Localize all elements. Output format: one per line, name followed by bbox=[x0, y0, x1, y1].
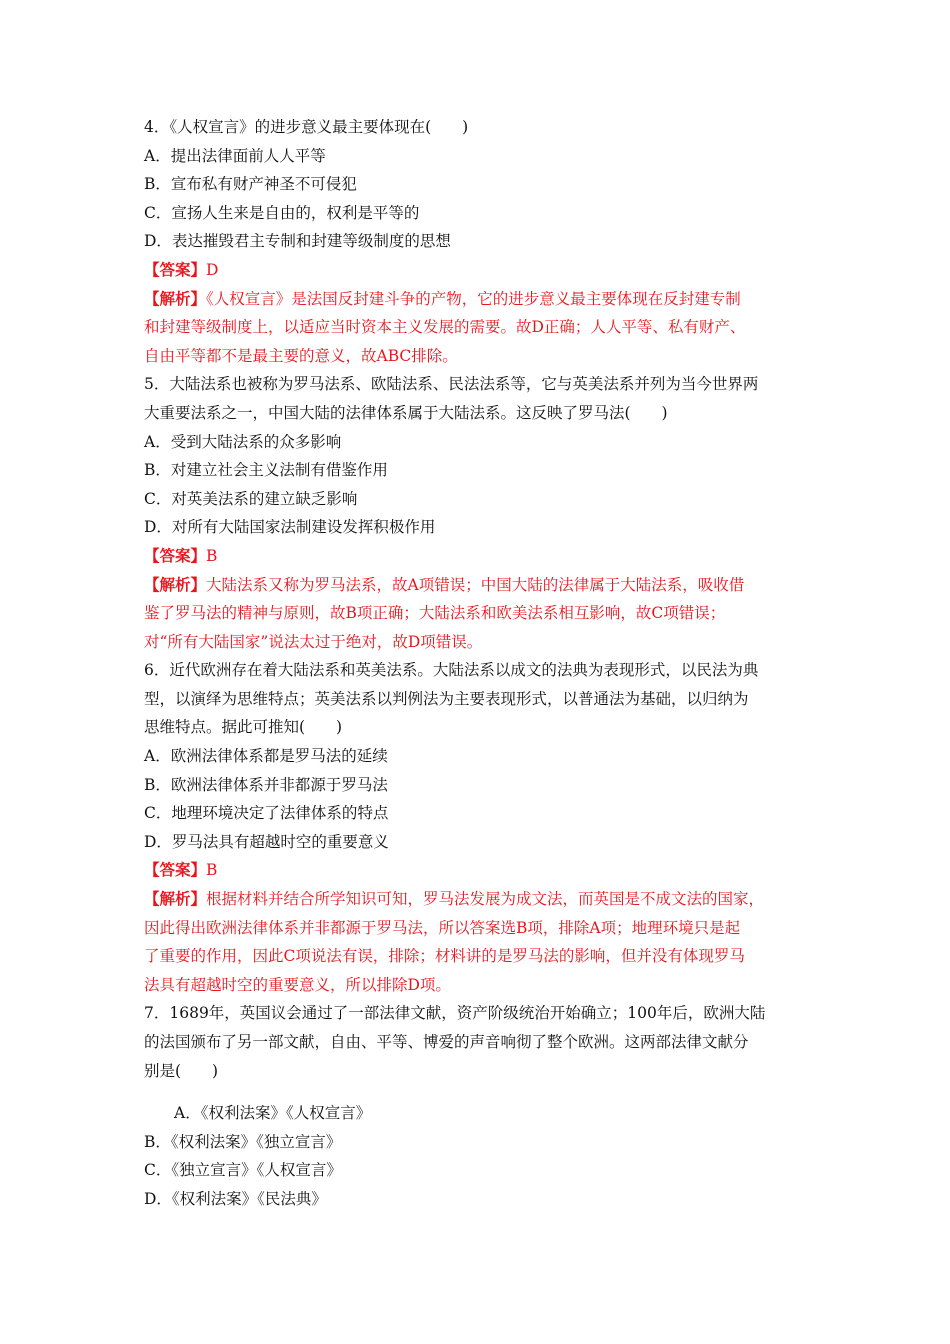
question-4 bbox=[144, 113, 816, 370]
analysis-text: 根据材料并结合所学知识可知，罗马法发展为成文法，而英国是不成文法的国家， bbox=[206, 890, 765, 909]
question-6-option-b: B．欧洲法律体系并非都源于罗马法 bbox=[144, 775, 388, 794]
question-7 bbox=[144, 999, 816, 1213]
answer-label: 【答案】 bbox=[144, 545, 207, 565]
document-content bbox=[144, 113, 816, 1214]
answer-value: B bbox=[206, 546, 218, 565]
analysis-text: 《人权宣言》是法国反封建斗争的产物，它的进步意义最主要体现在反封建专制 bbox=[206, 289, 741, 308]
question-4-option-c: C．宣扬人生来是自由的，权利是平等的 bbox=[144, 203, 420, 222]
question-4-analysis-line-1 bbox=[144, 285, 816, 314]
question-5-stem-line-1: 5．大陆法系也被称为罗马法系、欧陆法系、民法法系等，它与英美法系并列为当今世界两 bbox=[144, 375, 759, 394]
question-6-analysis-line-1 bbox=[144, 885, 816, 914]
analysis-label: 【解析】 bbox=[144, 889, 207, 909]
analysis-text: 大陆法系又称为罗马法系，故A项错误；中国大陆的法律属于大陆法系，吸收借 bbox=[206, 575, 745, 594]
question-7-option-d: D．《权利法案》《民法典》 bbox=[144, 1189, 327, 1208]
question-7-option-b: B．《权利法案》《独立宣言》 bbox=[144, 1132, 342, 1151]
question-6-stem-line-3: 思维特点。据此可推知( ) bbox=[144, 718, 343, 737]
question-4-answer bbox=[144, 256, 816, 285]
analysis-label: 【解析】 bbox=[144, 574, 207, 594]
question-5-answer bbox=[144, 542, 816, 571]
question-7-stem-line-2: 的法国颁布了另一部文献，自由、平等、博爱的声音响彻了整个欧洲。这两部法律文献分 bbox=[144, 1033, 749, 1051]
question-6 bbox=[144, 656, 816, 999]
question-5 bbox=[144, 370, 816, 656]
question-5-option-a: A．受到大陆法系的众多影响 bbox=[144, 432, 342, 451]
question-4-analysis-line-3: 自由平等都不是最主要的意义，故ABC排除。 bbox=[144, 346, 458, 365]
question-6-answer bbox=[144, 856, 816, 885]
question-6-option-a: A．欧洲法律体系都是罗马法的延续 bbox=[144, 747, 388, 766]
question-6-option-d: D．罗马法具有超越时空的重要意义 bbox=[144, 832, 389, 851]
question-5-analysis-line-3: 对“所有大陆国家”说法太过于绝对，故D项错误。 bbox=[144, 632, 483, 651]
answer-label: 【答案】 bbox=[144, 259, 207, 279]
question-6-stem-line-1: 6．近代欧洲存在着大陆法系和英美法系。大陆法系以成文的法典为表现形式，以民法为典 bbox=[144, 661, 759, 680]
question-5-option-d: D．对所有大陆国家法制建设发挥积极作用 bbox=[144, 518, 436, 537]
answer-value: D bbox=[206, 260, 219, 279]
question-6-analysis-line-4: 法具有超越时空的重要意义，所以排除D项。 bbox=[144, 975, 451, 994]
question-7-option-c: C．《独立宣言》《人权宣言》 bbox=[144, 1161, 342, 1180]
question-6-stem-line-2: 型，以演绎为思维特点；英美法系以判例法为主要表现形式，以普通法为基础，以归纳为 bbox=[144, 689, 749, 708]
question-6-analysis-line-2: 因此得出欧洲法律体系并非都源于罗马法，所以答案选B项，排除A项；地理环境只是起 bbox=[144, 918, 741, 937]
question-5-stem-line-2: 大重要法系之一，中国大陆的法律体系属于大陆法系。这反映了罗马法( ) bbox=[144, 403, 668, 422]
question-6-analysis-line-3: 了重要的作用，因此C项说法有误，排除；材料讲的是罗马法的影响，但并没有体现罗马 bbox=[144, 947, 745, 966]
answer-label: 【答案】 bbox=[144, 860, 207, 880]
question-5-analysis-line-1 bbox=[144, 571, 816, 600]
question-7-stem-line-1: 7．1689年，英国议会通过了一部法律文献，资产阶级统治开始确立；100年后，欧洲大陆 bbox=[144, 1004, 766, 1023]
question-4-option-d: D．表达摧毁君主专制和封建等级制度的思想 bbox=[144, 232, 451, 251]
question-5-option-c: C．对英美法系的建立缺乏影响 bbox=[144, 489, 358, 508]
question-6-option-c: C．地理环境决定了法律体系的特点 bbox=[144, 804, 389, 823]
question-4-option-a: A．提出法律面前人人平等 bbox=[144, 146, 326, 165]
spacer bbox=[144, 1085, 816, 1099]
question-4-option-b: B．宣布私有财产神圣不可侵犯 bbox=[144, 175, 357, 194]
question-4-analysis-line-2: 和封建等级制度上，以适应当时资本主义发展的需要。故D正确；人人平等、私有财产、 bbox=[144, 318, 746, 337]
question-5-analysis-line-2: 鉴了罗马法的精神与原则，故B项正确；大陆法系和欧美法系相互影响，故C项错误； bbox=[144, 604, 726, 623]
answer-value: B bbox=[206, 861, 218, 880]
question-5-option-b: B．对建立社会主义法制有借鉴作用 bbox=[144, 461, 388, 480]
analysis-label: 【解析】 bbox=[144, 288, 207, 308]
question-4-stem: 4．《人权宣言》的进步意义最主要体现在( ) bbox=[144, 118, 469, 136]
question-7-option-a: A．《权利法案》《人权宣言》 bbox=[174, 1104, 372, 1123]
question-7-stem-line-3: 别是( ) bbox=[144, 1061, 219, 1080]
